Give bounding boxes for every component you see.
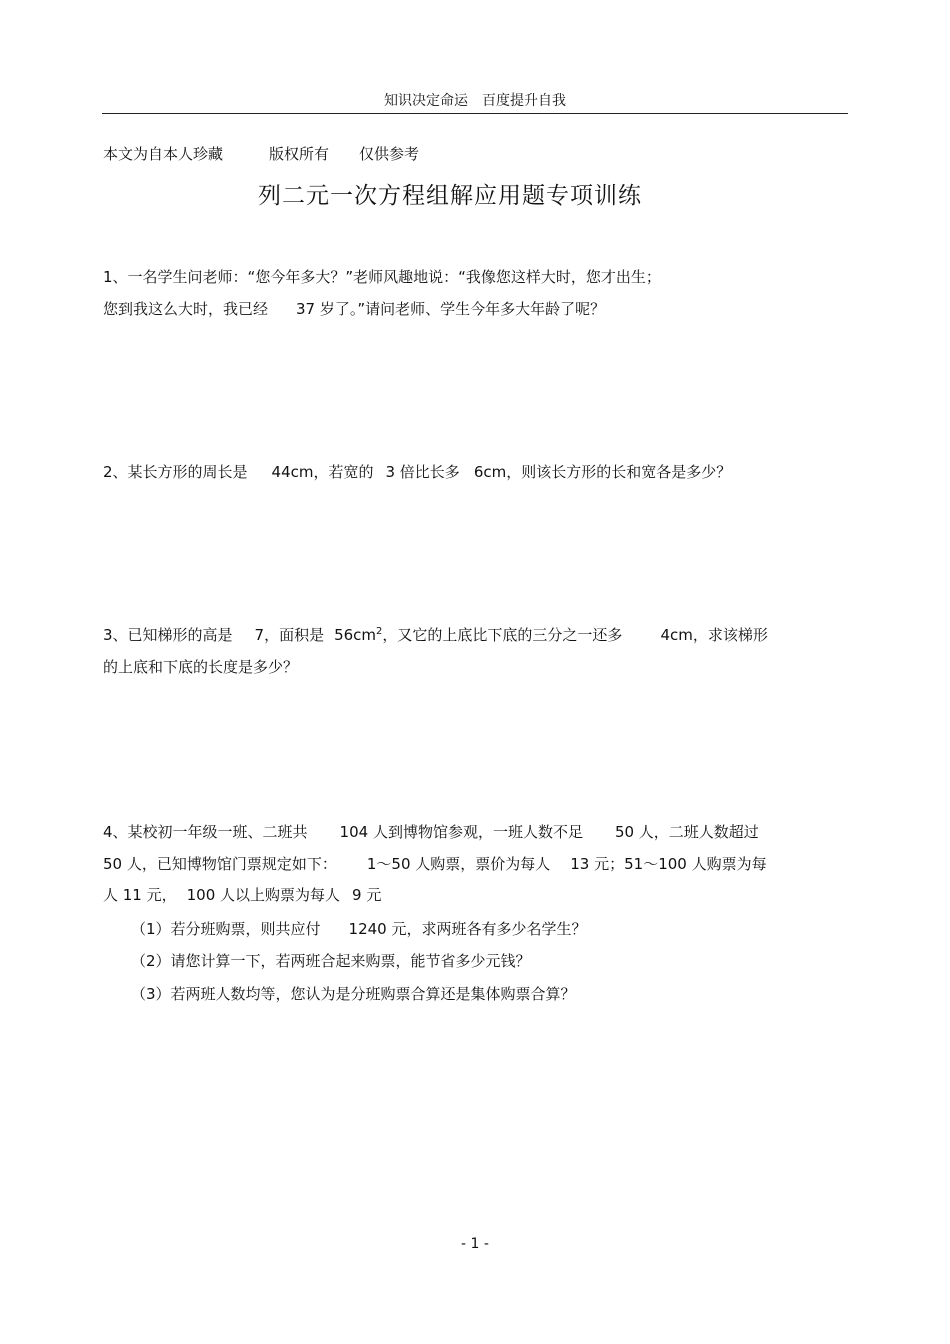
- q3-part-a: 3、已知梯形的高是: [103, 626, 233, 644]
- q4-s1-part-b: 1240 元，求两班各有多少名学生？: [348, 920, 587, 938]
- question-4-line-2: [103, 853, 767, 874]
- q3-superscript: 2: [376, 626, 383, 637]
- q1-line2-part-a: 您到我这么大时，我已经: [103, 300, 269, 318]
- q4-l3-part-b: 100 人以上购票为每人: [186, 886, 341, 904]
- document-title: 列二元一次方程组解应用题专项训练: [258, 183, 642, 209]
- question-4-sub-2: （2）请您计算一下，若两班合起来购票，能节省多少元钱？: [131, 952, 531, 970]
- question-1-line-1: 1、一名学生问老师：“您今年多大？”老师风趣地说：“我像您这样大时，您才出生；: [103, 268, 661, 286]
- q4-l3-part-c: 9 元: [352, 886, 382, 904]
- q2-part-b: 44cm，若宽的: [271, 463, 374, 481]
- q4-l2-part-b: 1～50 人购票，票价为每人: [366, 855, 551, 873]
- q4-l1-part-c: 50 人，二班人数超过: [614, 823, 759, 841]
- question-4-line-3: [103, 884, 381, 905]
- notice-part-3: 仅供参考: [359, 145, 420, 163]
- q4-l1-part-a: 4、某校初一年级一班、二班共: [103, 823, 308, 841]
- q3-part-e: 4cm，求该梯形: [660, 626, 768, 644]
- q4-l1-part-b: 104 人到博物馆参观，一班人数不足: [339, 823, 583, 841]
- question-4-sub-1: [131, 918, 587, 939]
- q4-l2-part-a: 50 人，已知博物馆门票规定如下：: [103, 855, 337, 873]
- question-1-line-2: [103, 298, 605, 319]
- question-2: [103, 461, 731, 482]
- notice-part-1: 本文为自本人珍藏: [103, 145, 224, 163]
- page-number: - 1 -: [461, 1236, 489, 1252]
- q3-part-c: 56cm: [334, 626, 377, 644]
- q1-line2-part-b: 37 岁了。”请问老师、学生今年多大年龄了呢？: [296, 300, 606, 318]
- notice-part-2: 版权所有: [269, 145, 330, 163]
- page-header: 知识决定命运 百度提升自我: [384, 93, 566, 109]
- q2-part-c: 3 倍比长多: [385, 463, 460, 481]
- copyright-notice: [103, 143, 419, 164]
- question-3-line-2: 的上底和下底的长度是多少？: [103, 658, 299, 676]
- q4-l3-part-a: 人 11 元，: [103, 886, 177, 904]
- header-divider: [102, 113, 848, 114]
- q3-part-d: ，又它的上底比下底的三分之一还多: [382, 626, 623, 644]
- question-4-line-1: [103, 821, 759, 842]
- question-3-line-1: [103, 624, 768, 645]
- q2-part-a: 2、某长方形的周长是: [103, 463, 248, 481]
- question-4-sub-3: （3）若两班人数均等，您认为是分班购票合算还是集体购票合算？: [131, 985, 576, 1003]
- q4-l2-part-c: 13 元；51～100 人购票为每: [570, 855, 767, 873]
- q3-part-b: 7，面积是: [254, 626, 325, 644]
- q4-s1-part-a: （1）若分班购票，则共应付: [131, 920, 321, 938]
- q2-part-d: 6cm，则该长方形的长和宽各是多少？: [473, 463, 732, 481]
